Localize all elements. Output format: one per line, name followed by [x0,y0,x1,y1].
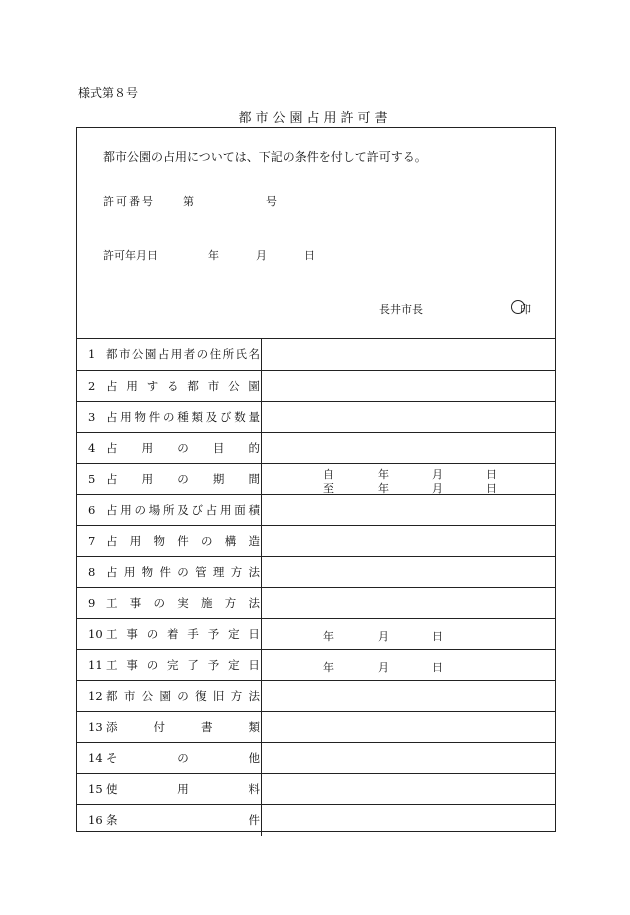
row-label: そ の 他 [106,751,260,765]
permit-date-day: 日 [304,249,315,262]
row-label: 都 市 公 園 の 復 旧 方 法 [106,689,260,703]
period-from-year: 年 [378,468,389,481]
start-date-month: 月 [378,630,389,643]
row-label: 占 用 の 期 間 [106,472,260,486]
table-row [77,370,555,401]
row-value-cell [262,588,555,619]
row-value-cell [262,526,555,557]
row-number: 5 [88,472,96,486]
table-row [77,680,555,711]
row-number: 2 [88,379,96,393]
row-number: 9 [88,596,96,610]
row-label: 条 件 [106,813,260,827]
row-value-cell [262,464,555,495]
row-value-cell [262,433,555,464]
row-value-cell [262,557,555,588]
permit-statement: 都市公園の占用については、下記の条件を付して許可する。 [103,150,427,164]
row-label: 占 用 の 目 的 [106,441,260,455]
row-label: 使 用 料 [106,782,260,796]
form-number: 様式第８号 [78,86,139,100]
row-value-cell [262,402,555,433]
permit-header [77,128,555,339]
end-date-day: 日 [432,661,443,674]
permit-date-label: 許可年月日 [103,249,158,262]
row-value-cell [262,681,555,712]
row-label: 都 市 公 園 占 用 者 の 住 所 氏 名 [106,347,260,361]
row-value-cell [262,743,555,774]
row-number: 10 [88,627,103,641]
row-label: 占 用 物 件 の 種 類 及 び 数 量 [106,410,260,424]
table-row [77,525,555,556]
period-to-month: 月 [432,482,443,495]
row-number: 16 [88,813,103,827]
row-label: 占 用 物 件 の 管 理 方 法 [106,565,260,579]
row-value-cell [262,650,555,681]
row-value-cell [262,339,555,370]
period-from-day: 日 [486,468,497,481]
document-title: 都市公園占用許可書 [238,111,392,126]
issuer-name: 長井市長 [379,303,423,316]
row-label: 占 用 す る 都 市 公 園 [106,379,260,393]
table-row [77,804,555,835]
row-label: 占 用 の 場 所 及 び 占 用 面 積 [106,503,260,517]
row-number: 6 [88,503,96,517]
row-value-cell [262,371,555,402]
table-row [77,556,555,587]
row-label: 工 事 の 完 了 予 定 日 [106,658,260,672]
permit-form-frame [76,127,556,832]
seal-label: 印 [520,303,531,316]
end-date-year: 年 [323,661,334,674]
row-number: 15 [88,782,103,796]
table-row [77,494,555,525]
row-number: 1 [88,347,96,361]
row-label: 工 事 の 着 手 予 定 日 [106,627,260,641]
row-number: 4 [88,441,96,455]
permit-number-dai: 第 [183,195,194,208]
row-number: 8 [88,565,96,579]
table-row [77,773,555,804]
permit-number-label: 許可番号 [103,195,155,208]
row-label: 占 用 物 件 の 構 造 [106,534,260,548]
period-from-label: 自 [323,468,334,481]
period-to-day: 日 [486,482,497,495]
end-date-month: 月 [378,661,389,674]
row-value-cell [262,495,555,526]
row-value-cell [262,619,555,650]
table-row [77,339,555,370]
row-number: 3 [88,410,96,424]
period-from-month: 月 [432,468,443,481]
row-label: 添 付 書 類 [106,720,260,734]
table-row [77,432,555,463]
table-row [77,587,555,618]
row-number: 14 [88,751,103,765]
start-date-day: 日 [432,630,443,643]
row-value-cell [262,774,555,805]
row-number: 7 [88,534,96,548]
permit-date-year: 年 [208,249,219,262]
table-row [77,742,555,773]
row-label: 工 事 の 実 施 方 法 [106,596,260,610]
row-number: 11 [88,658,103,672]
period-to-year: 年 [378,482,389,495]
table-row [77,618,555,649]
permit-date-month: 月 [256,249,267,262]
period-to-label: 至 [323,482,334,495]
row-value-cell [262,805,555,836]
start-date-year: 年 [323,630,334,643]
permit-detail-table [77,339,555,833]
row-number: 13 [88,720,103,734]
permit-number-go: 号 [266,195,277,208]
table-row [77,711,555,742]
table-row [77,649,555,680]
table-row [77,463,555,494]
row-value-cell [262,712,555,743]
row-number: 12 [88,689,103,703]
table-row [77,401,555,432]
